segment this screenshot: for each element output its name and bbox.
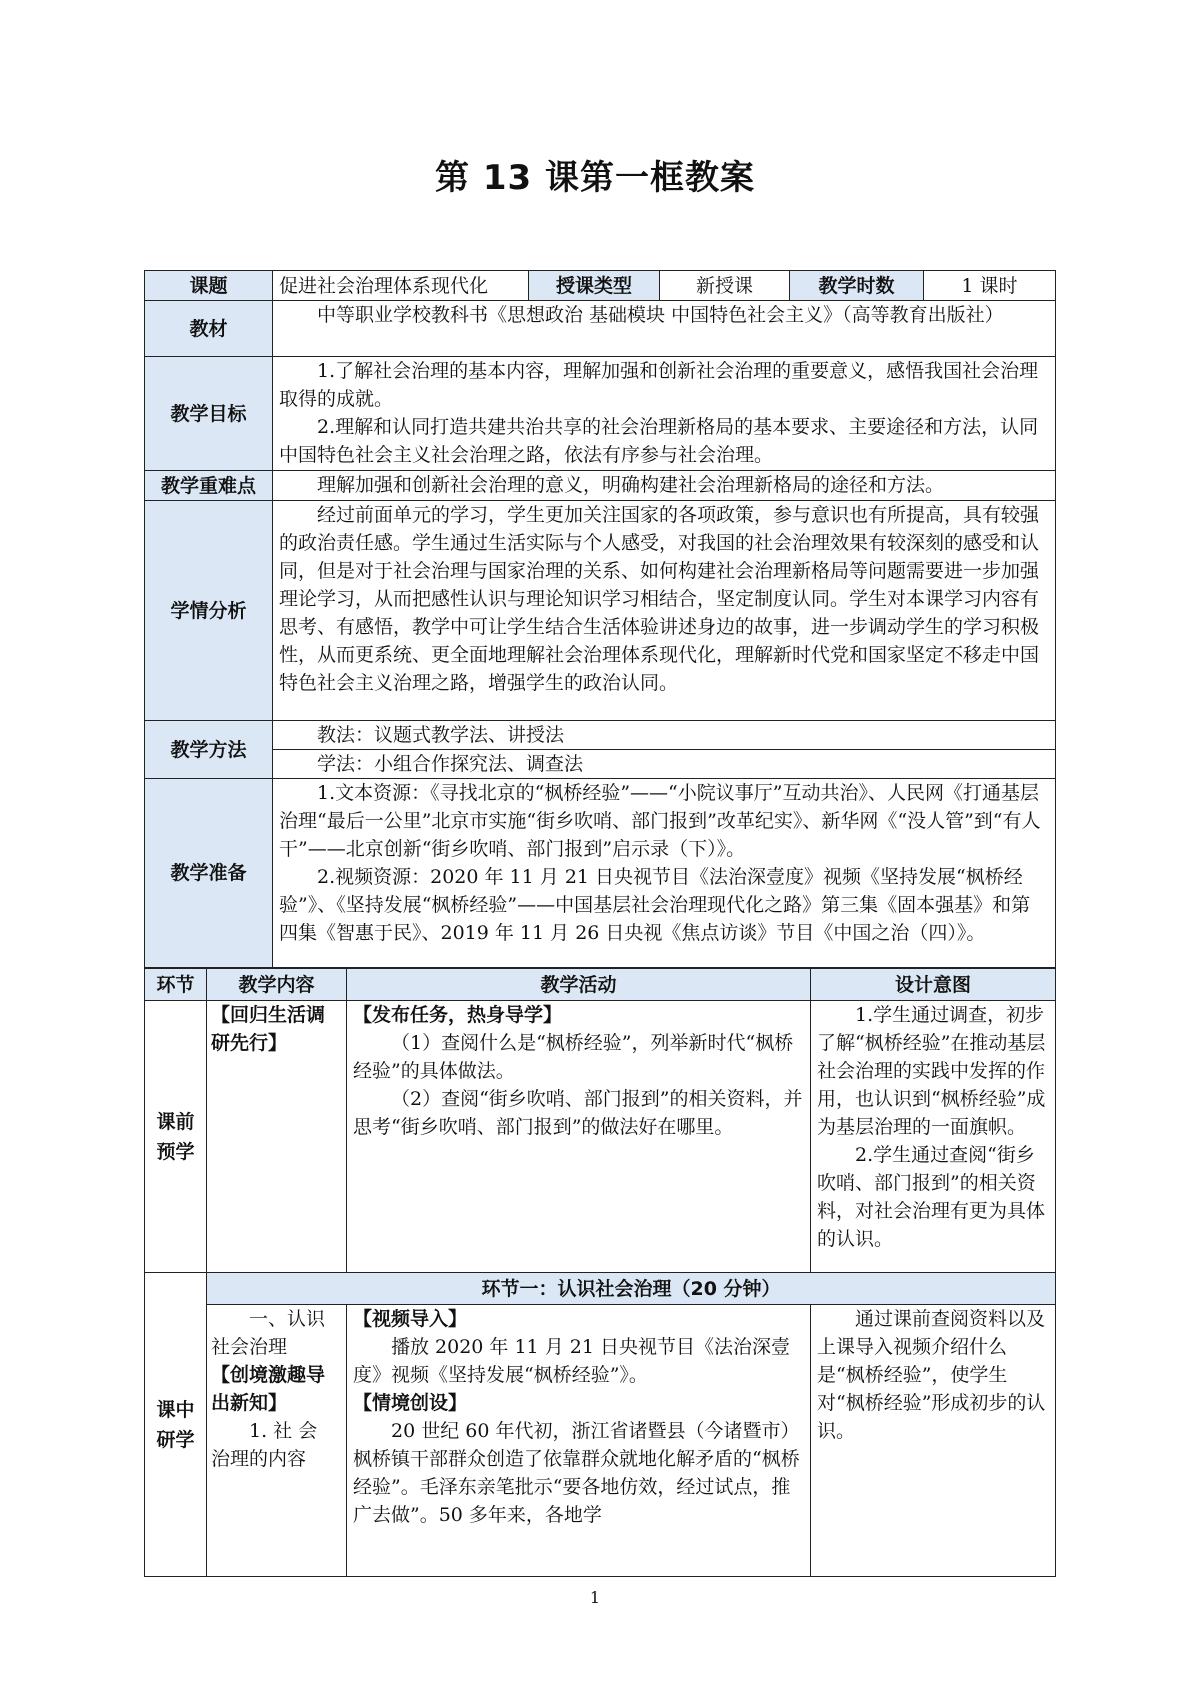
key-points-label: 教学重难点 (145, 471, 273, 501)
pre-class-activity-item: （2）查阅“街乡吹哨、部门报到”的相关资料，并思考“街乡吹哨、部门报到”的做法好在哪里。 (353, 1088, 803, 1138)
key-points-row (145, 471, 1056, 501)
objective-item: 2.理解和认同打造共建共治共享的社会治理新格局的基本要求、主要途径和方法，认同中国特色社会主义社会治理之路，依法有序参与社会治理。 (279, 416, 1039, 466)
preparation-row (145, 779, 1056, 968)
topic-label: 课题 (145, 271, 273, 301)
analysis-text: 经过前面单元的学习，学生更加关注国家的各项政策，参与意识也有所提高，具有较强的政治责任感。学生通过生活实际与个人感受，对我国的社会治理效果有较深刻的感受和认同，但是对于社会治理与国家治理的关系、如何构建社会治理新格局等问题需要进一步加强理论学习，从而把感性认识与理论知识学习相结合，坚定制度认同。学生对本课学习内容有思考、有感悟，教学中可让学生结合生活体验讲述身边的故事，进一步调动学生的学习积极性，从而更系统、更全面地理解社会治理体系现代化，理解新时代党和国家坚定不移走中国特色社会主义治理之路，增强学生的政治认同。 (279, 504, 1040, 694)
hours-value: 1 课时 (924, 271, 1056, 301)
material-label: 教材 (145, 301, 273, 357)
in-class-row (145, 1305, 1056, 1577)
in-class-stage: 课中研学 (145, 1273, 207, 1577)
material-text: 中等职业学校教科书《思想政治 基础模块 中国特色社会主义》（高等教育出版社） (317, 304, 1004, 326)
pre-class-content: 【回归生活调研先行】 (211, 1004, 326, 1054)
pre-class-row (145, 1001, 1056, 1273)
key-points-text: 理解加强和创新社会治理的意义，明确构建社会治理新格局的途径和方法。 (317, 474, 945, 496)
page-number: 1 (589, 1588, 601, 1607)
in-class-intent: 通过课前查阅资料以及上课导入视频介绍什么是“枫桥经验”，使学生对“枫桥经验”形成初步的认识。 (817, 1308, 1046, 1442)
lesson-flow-table (144, 968, 1056, 1577)
intent-header: 设计意图 (811, 969, 1056, 1001)
video-title: 【视频导入】 (353, 1308, 468, 1330)
preparation-label: 教学准备 (145, 779, 273, 968)
analysis-row (145, 501, 1056, 721)
pre-class-activity-item: （1）查阅什么是“枫桥经验”，列举新时代“枫桥经验”的具体做法。 (353, 1032, 794, 1082)
in-class-section-row (145, 1273, 1056, 1305)
pre-class-intent-item: 2.学生通过查阅“街乡吹哨、部门报到”的相关资料，对社会治理有更为具体的认识。 (817, 1144, 1046, 1250)
material-row (145, 301, 1056, 357)
methods-row-2 (145, 750, 1056, 779)
objectives-label: 教学目标 (145, 357, 273, 471)
in-class-content-sub: 【创境激趣导出新知】 (211, 1364, 326, 1414)
methods-label: 教学方法 (145, 721, 273, 779)
type-label: 授课类型 (529, 271, 660, 301)
preparation-item: 2.视频资源：2020 年 11 月 21 日央视节目《法治深壹度》视频《坚持发展“枫桥经验”》、《坚持发展“枫桥经验”——中国基层社会治理现代化之路》第三集《固本强基》和第四集《智惠于民》、2019 年 11 月 26 日央视《焦点访谈》节目《中国之治（四）》。 (279, 866, 1031, 944)
type-value: 新授课 (660, 271, 790, 301)
topic-value: 促进社会治理体系现代化 (273, 271, 529, 301)
pre-class-intent-item: 1.学生通过调查，初步了解“枫桥经验”在推动基层社会治理的实践中发挥的作用，也认识到“枫桥经验”成为基层治理的一面旗帜。 (817, 1004, 1046, 1138)
teach-method: 教法：议题式教学法、讲授法 (317, 724, 565, 746)
scene-title: 【情境创设】 (353, 1392, 468, 1414)
topic-row (145, 271, 1056, 301)
hours-label: 教学时数 (790, 271, 924, 301)
video-text: 播放 2020 年 11 月 21 日央视节目《法治深壹度》视频《坚持发展“枫桥经验”》。 (353, 1336, 790, 1386)
scene-text: 20 世纪 60 年代初，浙江省诸暨县（今诸暨市）枫桥镇干部群众创造了依靠群众就地化解矛盾的“枫桥经验”。毛泽东亲笔批示“要各地仿效，经过试点，推广去做”。50 多年来，各地学 (353, 1420, 800, 1526)
pre-class-stage: 课前预学 (145, 1001, 207, 1273)
section-title: 环节一：认识社会治理（20 分钟） (207, 1273, 1056, 1305)
page-title: 第 13 课第一框教案 (435, 158, 755, 198)
pre-class-activity-title: 【发布任务，热身导学】 (353, 1004, 563, 1026)
objectives-row (145, 357, 1056, 471)
content-header: 教学内容 (207, 969, 347, 1001)
objective-item: 1.了解社会治理的基本内容，理解加强和创新社会治理的重要意义，感悟我国社会治理取得的成就。 (279, 360, 1039, 410)
activity-header: 教学活动 (347, 969, 811, 1001)
preparation-item: 1.文本资源：《寻找北京的“枫桥经验”——“小院议事厅”互动共治》、人民网《打通基层治理“最后一公里”北京市实施“街乡吹哨、部门报到”改革纪实》、新华网《“没人管”到“有人干”——北京创新“街乡吹哨、部门报到”启示录（下）》。 (279, 782, 1041, 860)
lesson-info-table (144, 270, 1056, 968)
flow-header-row (145, 969, 1056, 1001)
analysis-label: 学情分析 (145, 501, 273, 721)
learn-method: 学法：小组合作探究法、调查法 (317, 753, 584, 775)
stage-header: 环节 (145, 969, 207, 1001)
in-class-content-heading: 一、认识社会治理 (211, 1308, 326, 1358)
in-class-content-item: 1. 社 会 治理的内容 (211, 1420, 318, 1470)
methods-row (145, 721, 1056, 750)
